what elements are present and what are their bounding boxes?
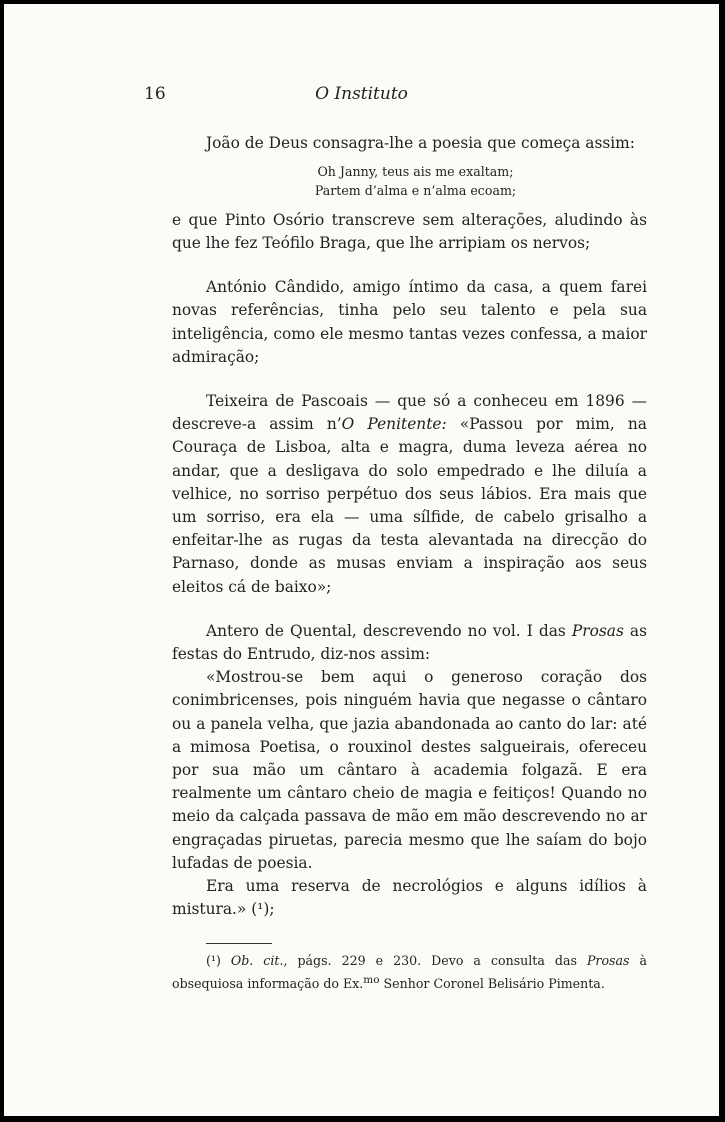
work-title-prosas: Prosas: [571, 621, 624, 640]
footnote-marker: (¹): [206, 953, 221, 969]
footnote-ref: Ob. cit.: [230, 953, 284, 969]
paragraph-6: «Mostrou-se bem aqui o generoso coração dos conimbricenses, pois ninguém havia que negasse o cântaro ou a panela velha, que jazia abandonada ao canto do lar: até a mimosa Poetisa, o rouxinol destes salgueirais, ofereceu por sua mão um cântaro à academia folgazã. E era realmente um cântaro cheio de magia e feitiços! Quando no meio da calçada passava de mão em mão descrevendo no ar engraçadas piruetas, parecia mesmo que lhe saíam do bojo lufadas de poesia.: [172, 668, 647, 872]
verse-line-2: Partem d’alma e n’alma ecoam;: [314, 183, 517, 198]
verse-quote: [172, 163, 647, 201]
paragraph-4-text-b: «Passou por mim, na Couraça de Lisboa, alta e magra, duma leveza aérea no andar, que a desligava do solo empedrado e lhe diluía a velhice, no sorriso perpétuo dos seus lábios. Era mais que um sorriso, era ela — uma sílfide, de cabelo grisalho a enfeitar-lhe as rugas da testa alevantada na direcção do Parnaso, donde as musas enviam a inspiração aos seus eleitos cá de baixo»;: [172, 415, 647, 596]
paragraph-5-text-a: Antero de Quental, descrevendo no vol. I das: [206, 621, 572, 640]
paragraph-4: [172, 390, 647, 599]
paragraph-5-text-b: as festas do Entrudo, diz-nos assim:: [172, 621, 647, 664]
verse-line-1: Oh Janny, teus ais me exaltam;: [317, 164, 514, 180]
footnote-text-c: Senhor Coronel Belisário Pimenta.: [379, 976, 605, 992]
paragraph-3: António Cândido, amigo íntimo da casa, a quem farei novas referências, tinha pelo seu talento e pela sua inteligência, como ele mesmo tantas vezes confessa, a maior admiração;: [172, 278, 647, 366]
footnote-text-a: , págs. 229 e 230. Devo a consulta das: [283, 953, 587, 969]
footnote-title: Prosas: [586, 953, 630, 969]
footnote-rule: [206, 943, 272, 944]
footnote: [172, 952, 647, 993]
page-body: [172, 132, 647, 994]
paragraph-2: e que Pinto Osório transcreve sem alterações, aludindo às que lhe fez Teófilo Braga, que lhe arripiam os nervos;: [172, 210, 647, 252]
page-number: 16: [144, 84, 166, 104]
paragraph-4-text-a: Teixeira de Pascoais — que só a conheceu em 1896 — descreve-a assim n’: [172, 392, 647, 434]
paragraph-5: [172, 620, 647, 666]
footnote-sup: mo: [363, 974, 380, 987]
running-title: O Instituto: [315, 84, 408, 104]
paragraph-1: João de Deus consagra-lhe a poesia que começa assim:: [206, 134, 635, 152]
work-title-penitente: O Penitente:: [341, 415, 447, 434]
page-header: [4, 84, 719, 110]
book-page: [4, 4, 719, 1116]
paragraph-7: Era uma reserva de necrológios e alguns idílios à mistura.» (¹);: [172, 877, 647, 919]
footnote-text-b: à obsequiosa informação do Ex.: [172, 953, 647, 992]
